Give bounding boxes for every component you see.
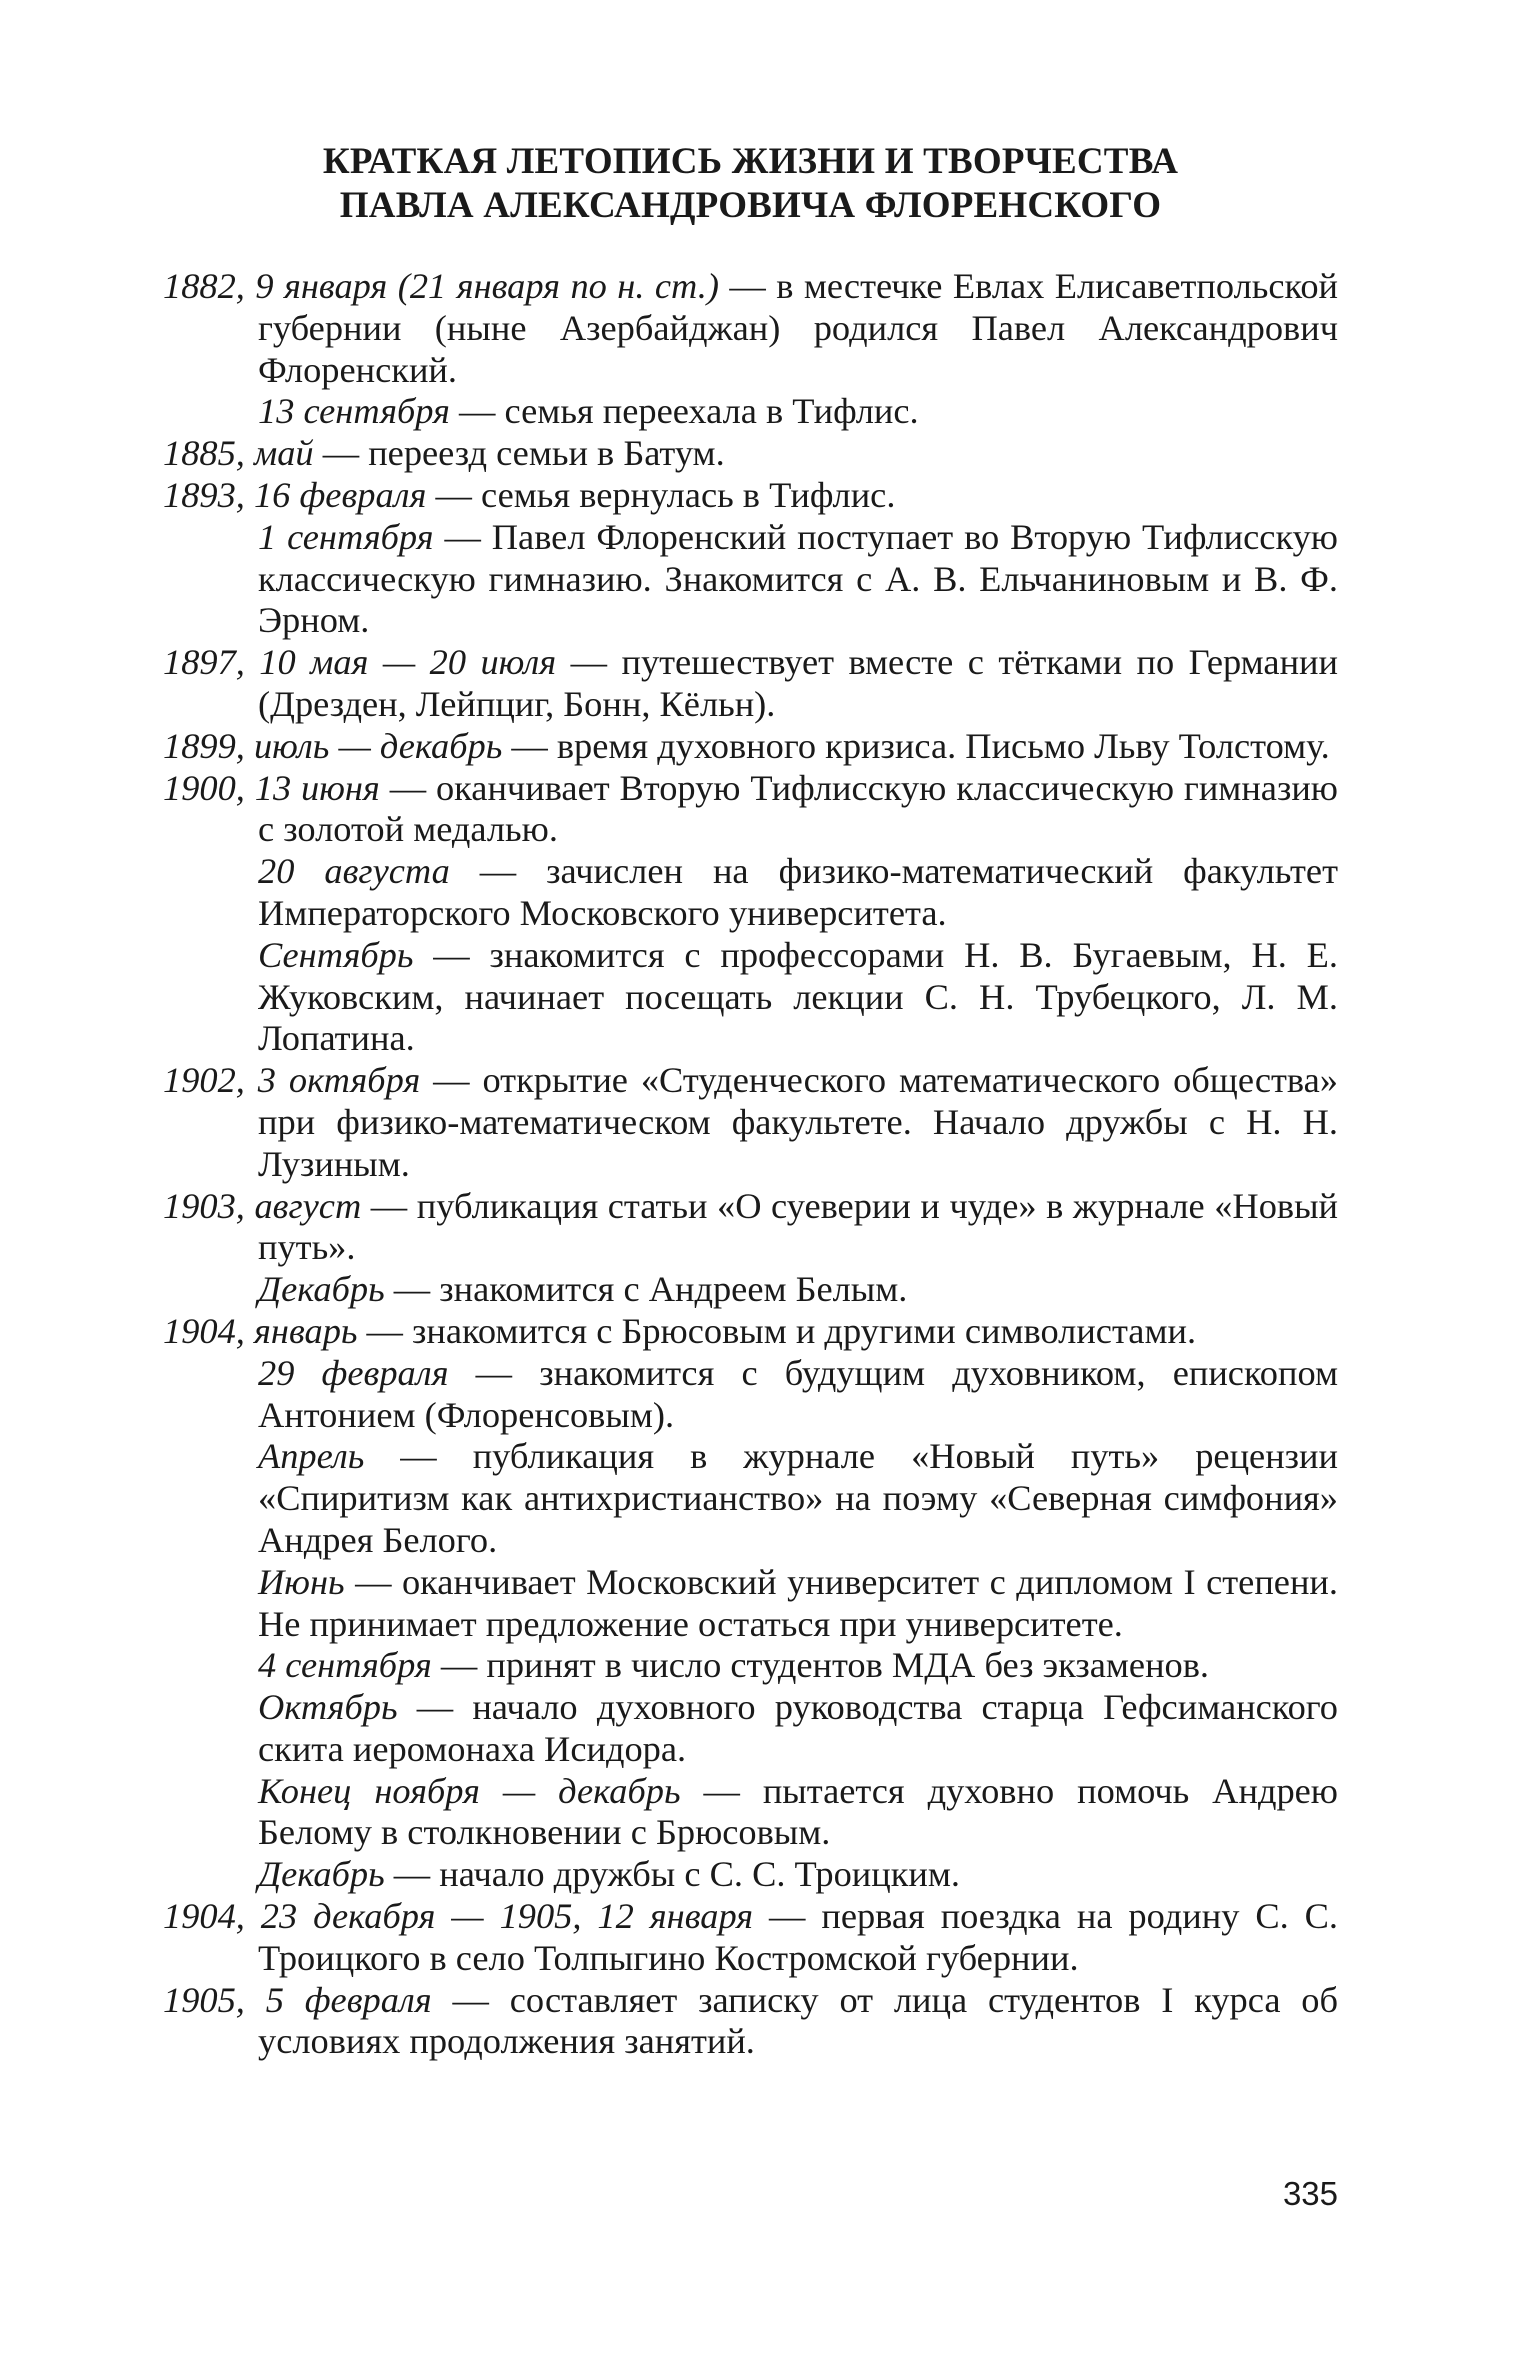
entry-text: знакомится с Брюсовым и другими символистами. (412, 1310, 1197, 1351)
entry-date: 1882, 9 января (21 января по н. ст.) (163, 266, 719, 306)
chronicle-entry (163, 475, 1338, 517)
chronicle-entry (163, 1896, 1338, 1980)
entry-text: начало дружбы с С. С. Троицким. (439, 1854, 960, 1895)
entry-text: знакомится с будущим духовником, епископом Антонием (Флоренсовым). (258, 1352, 1338, 1435)
entry-date: Декабрь (258, 1854, 385, 1895)
title-line-2: ПАВЛА АЛЕКСАНДРОВИЧА ФЛОРЕНСКОГО (339, 185, 1162, 226)
entry-date: 13 сентября (258, 391, 450, 432)
entry-dash: — (357, 1310, 413, 1351)
entry-dash: — (449, 391, 505, 432)
chronicle-entry (163, 266, 1338, 391)
chronicle-subentry (163, 1771, 1338, 1855)
chronicle-entry (163, 768, 1338, 852)
entry-dash: — (680, 1770, 763, 1811)
entry-text: время духовного кризиса. Письмо Льву Толстому. (556, 725, 1330, 766)
chronicle-subentry (163, 1645, 1338, 1687)
entry-dash: — (556, 642, 622, 683)
entry-text: составляет записку от лица студентов I курса об условиях продолжения занятий. (258, 1979, 1338, 2062)
entry-date: 1905, 5 февраля (163, 1979, 432, 2020)
entry-text: знакомится с Андреем Белым. (439, 1269, 908, 1310)
entry-date: Июнь (258, 1561, 345, 1602)
entry-dash: — (397, 1687, 473, 1728)
chronicle-subentry (163, 517, 1338, 642)
chronicle-entry (163, 642, 1338, 726)
entry-text: открытие «Студенческого математического общества» при физико-математическом факультете. Начало дружбы с Н. Н. Лузиным. (258, 1060, 1338, 1184)
entry-text: первая поездка на родину С. С. Троицкого в село Толпыгино Костромской губернии. (258, 1896, 1339, 1978)
entry-date: 1897, 10 мая — 20 июля (163, 642, 557, 683)
chronicle-subentry (163, 1353, 1338, 1437)
entry-dash: — (413, 934, 490, 975)
page-number: 335 (1282, 2175, 1338, 2212)
entry-dash: — (431, 1645, 487, 1686)
entry-date: 1902, 3 октября (163, 1060, 421, 1101)
chronicle-entry (163, 1186, 1338, 1270)
page-title (163, 140, 1338, 228)
entry-dash: — (364, 1436, 473, 1477)
entry-date: Октябрь (258, 1687, 398, 1728)
entry-text: начало духовного руководства старца Гефсиманского скита иеромонаха Исидора. (258, 1687, 1338, 1769)
chronicle-subentry (163, 1562, 1338, 1646)
entry-text: путешествует вместе с тётками по Германии (Дрезден, Лейпциг, Бонн, Кёльн). (258, 642, 1338, 724)
entry-dash: — (344, 1561, 402, 1602)
entry-text: переезд семьи в Батум. (368, 433, 725, 474)
entry-dash: — (753, 1896, 822, 1937)
chronicle-entry (163, 433, 1338, 475)
entry-text: Павел Флоренский поступает во Вторую Тифлисскую классическую гимназию. Знакомится с А. В. Ельчаниновым и В. Ф. Эрном. (258, 516, 1338, 641)
entry-text: пытается духовно помочь Андрею Белому в столкновении с Брюсовым. (258, 1770, 1338, 1853)
entry-text: оканчивает Московский университет с дипломом I степени. Не принимает предложение остаться при университете. (258, 1561, 1338, 1644)
entry-dash: — (448, 1352, 540, 1393)
entry-date: Декабрь (258, 1269, 385, 1310)
entry-date: 1904, январь (163, 1310, 358, 1351)
entry-dash: — (379, 767, 436, 808)
entry-text: публикация статьи «О суеверии и чуде» в журнале «Новый путь». (258, 1185, 1339, 1268)
chronicle-entry (163, 1060, 1338, 1185)
entry-text: зачислен на физико-математический факультет Императорского Московского университета. (258, 851, 1338, 933)
entry-date: 1903, август (163, 1185, 362, 1226)
chronicle-subentry (163, 391, 1338, 433)
entry-date: 4 сентября (258, 1645, 432, 1686)
chronicle-subentry (163, 935, 1338, 1060)
entry-dash: — (431, 1979, 510, 2020)
entry-dash: — (384, 1269, 440, 1310)
entry-text: принят в число студентов МДА без экзаменов. (486, 1645, 1210, 1686)
entry-date: 1899, июль — декабрь (163, 725, 503, 766)
entry-date: 1 сентября (258, 516, 434, 557)
entry-date: 1904, 23 декабря — 1905, 12 января (163, 1896, 754, 1937)
chronicle-subentry (163, 851, 1338, 935)
chronicle-entry (163, 1311, 1338, 1353)
entry-text: публикация в журнале «Новый путь» рецензии «Спиритизм как антихристианство» на поэму «Северная симфония» Андрея Белого. (258, 1436, 1339, 1560)
entry-dash: — (502, 725, 557, 766)
entry-date: Конец ноября — декабрь (258, 1770, 681, 1811)
entry-date: Апрель (258, 1436, 365, 1477)
entry-text: знакомится с профессорами Н. В. Бугаевым, Н. Е. Жуковским, начинает посещать лекции С. Н. Трубецкого, Л. М. Лопатина. (258, 934, 1339, 1059)
chronicle-entry (163, 726, 1338, 768)
entry-dash: — (718, 266, 777, 306)
entry-text: в местечке Евлах Елисаветпольской губернии (ныне Азербайджан) родился Павел Александрович Флоренский. (258, 266, 1338, 390)
entry-dash: — (384, 1854, 440, 1895)
entry-date: 29 февраля (258, 1352, 449, 1393)
chronicle-entry (163, 1980, 1338, 2064)
entry-dash: — (361, 1185, 417, 1226)
entry-dash: — (420, 1060, 483, 1101)
chronicle-list (163, 266, 1338, 2063)
entry-date: Сентябрь (258, 934, 414, 975)
entry-dash: — (449, 851, 547, 892)
chronicle-subentry (163, 1854, 1338, 1896)
entry-dash: — (313, 433, 369, 474)
entry-text: оканчивает Вторую Тифлисскую классическую гимназию с золотой медалью. (258, 767, 1338, 850)
entry-dash: — (426, 474, 482, 515)
entry-date: 1893, 16 февраля (163, 474, 427, 515)
entry-dash: — (433, 516, 492, 557)
entry-date: 1900, 13 июня (163, 767, 380, 808)
chronicle-subentry (163, 1269, 1338, 1311)
book-page (163, 140, 1338, 2063)
entry-date: 1885, май (163, 433, 314, 474)
chronicle-subentry (163, 1687, 1338, 1771)
entry-date: 20 августа (258, 851, 450, 892)
entry-text: семья переехала в Тифлис. (504, 391, 919, 432)
title-line-1: КРАТКАЯ ЛЕТОПИСЬ ЖИЗНИ И ТВОРЧЕСТВА (322, 141, 1179, 182)
entry-text: семья вернулась в Тифлис. (481, 474, 896, 515)
chronicle-subentry (163, 1436, 1338, 1561)
